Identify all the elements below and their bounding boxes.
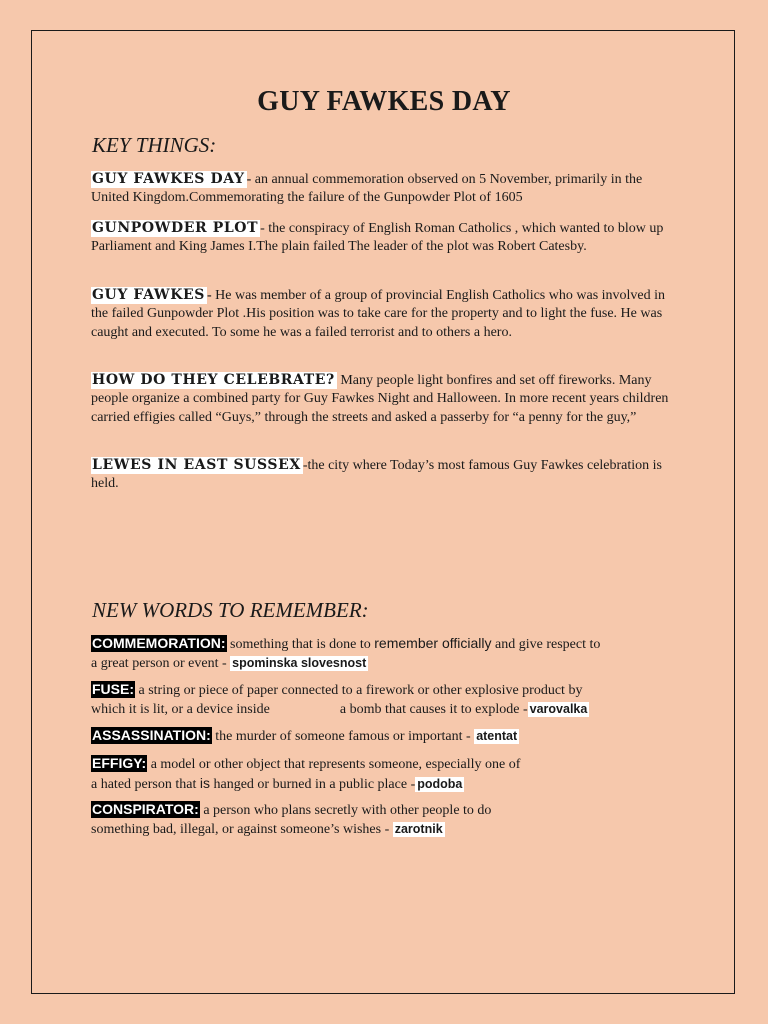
vocab-translation: atentat: [476, 729, 518, 743]
key-term: HOW DO THEY CELEBRATE?: [92, 372, 335, 388]
new-words-heading: NEW WORDS TO REMEMBER:: [92, 598, 369, 622]
key-term: LEWES IN EAST SUSSEX: [92, 457, 301, 473]
key-term: GUY FAWKES: [92, 287, 205, 303]
vocab-word: ASSASSINATION:: [92, 727, 211, 743]
key-text: Many people light bonfires and set off fireworks. Many people organize a combined party for Guy Fawkes Night and Halloween. In more recent years children carried effigies called “Guys,” through the streets and asked a passerby for “a penny for the guy,”: [91, 373, 669, 425]
vocab-word: CONSPIRATOR:: [92, 801, 199, 817]
key-term: GUNPOWDER PLOT: [92, 220, 259, 236]
key-thing-item: [91, 456, 681, 494]
vocab-item: FUSE: a string or piece of paper connected to a firework or other explosive product by which it is lit, or a device inside a bomb that causes it to explode - varovalka: [91, 681, 588, 718]
vocab-word: FUSE:: [92, 681, 134, 697]
key-thing-item: GUY FAWKES - He was member of a group of provincial English Catholics who was involved in the failed Gunpowder Plot .His position was to take care for the property and to light the fuse. He was caught and executed. To some he was a failed terrorist and to others a hero.: [91, 287, 666, 340]
vocab-translation: varovalka: [529, 702, 588, 717]
vocab-word: COMMEMORATION:: [92, 635, 226, 651]
key-thing-item: [91, 219, 681, 257]
key-thing-item: GUY FAWKES DAY - an annual commemoration observed on 5 November, primarily in the United Kingdom.Commemorating the failure of the Gunpowder Plot of 1605: [91, 171, 643, 206]
vocab-translation: zarotnik: [394, 822, 443, 837]
key-text: -the city where Today’s most famous Guy Fawkes celebration is held.: [91, 458, 663, 492]
vocab-item: EFFIGY: a model or other object that represents someone, especially one of a hated person that is hanged or burned in a public place - podoba: [91, 755, 521, 793]
vocab-item: COMMEMORATION: something that is done to remember officially and give respect to a great person or event - spominska slovesnost: [91, 635, 601, 672]
vocab-item: CONSPIRATOR: a person who plans secretly with other people to do something bad, illegal, or against someone’s wishes - zarotnik: [91, 801, 492, 838]
vocab-item: ASSASSINATION: the murder of someone famous or important - atentat: [92, 727, 518, 744]
key-text: an annual commemoration observed on 5 November, primarily in the United Kingdom.Commemorating the failure of the Gunpowder Plot of 1605: [91, 172, 643, 206]
page-title: GUY FAWKES DAY: [257, 86, 511, 117]
vocab-translation: spominska slovesnost: [232, 656, 367, 671]
vocab-word: EFFIGY:: [92, 755, 147, 771]
key-term: GUY FAWKES DAY: [92, 171, 245, 187]
key-things-heading: KEY THINGS:: [92, 133, 217, 157]
key-text: - the conspiracy of English Roman Catholics , which wanted to blow up Parliament and King James I.The plain failed The leader of the plot was Robert Catesby.: [91, 221, 664, 255]
vocab-translation: podoba: [417, 777, 463, 792]
key-text: He was member of a group of provincial English Catholics who was involved in the failed Gunpowder Plot .His position was to take care for the property and to light the fuse. He was caught and executed. To some he was a failed terrorist and to others a hero.: [91, 288, 666, 340]
key-thing-item: [91, 371, 681, 427]
